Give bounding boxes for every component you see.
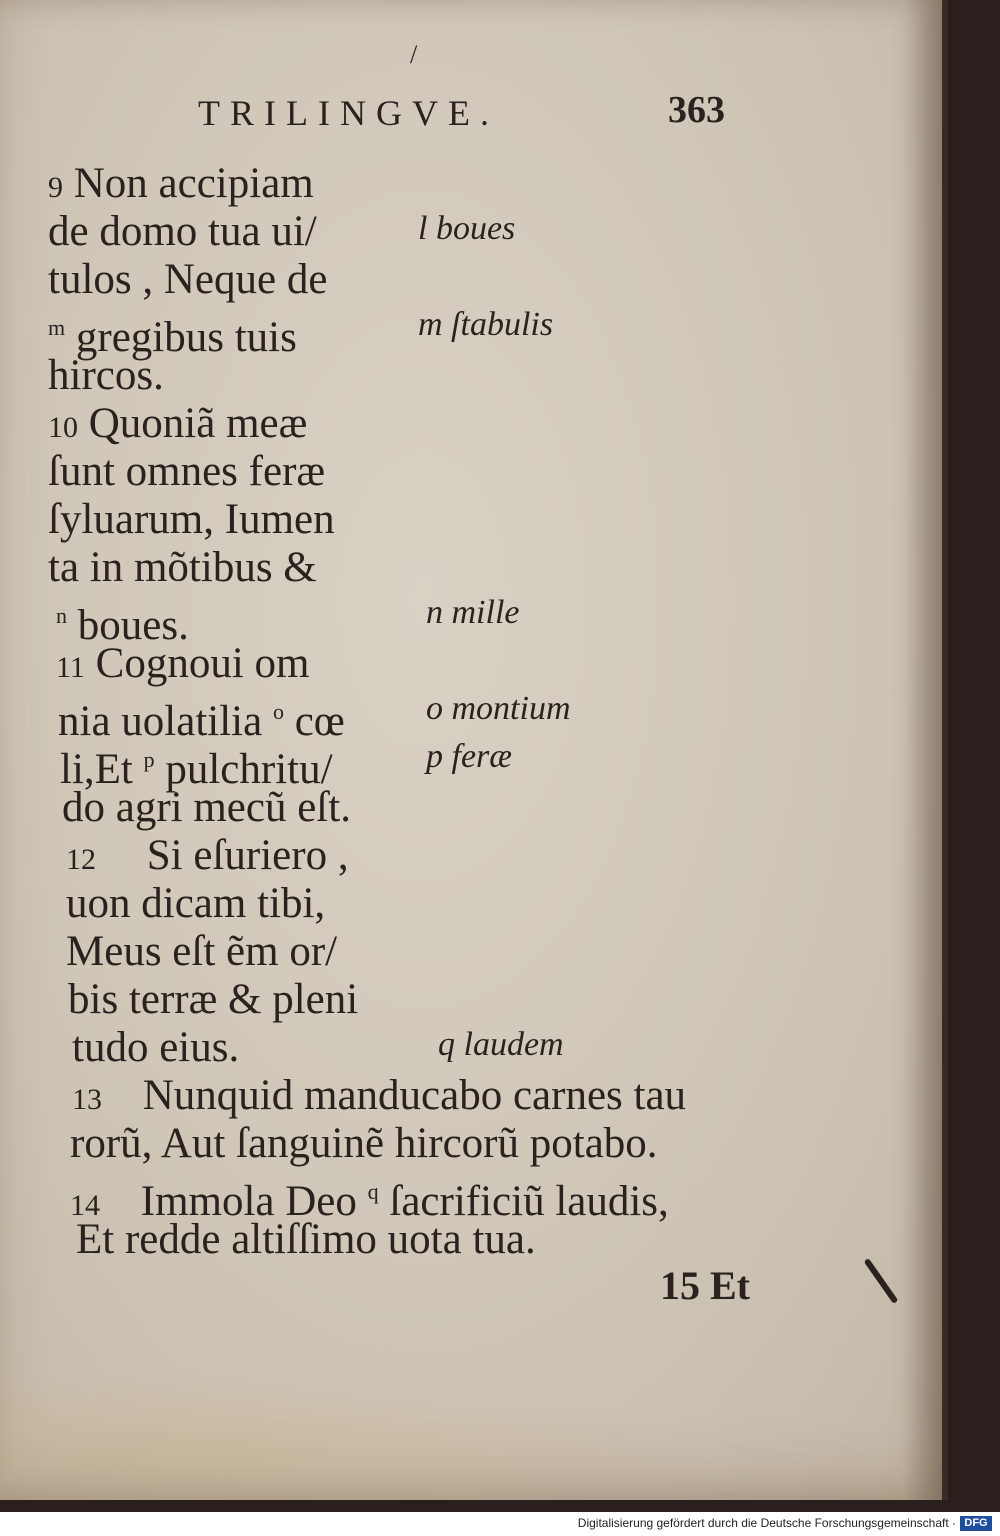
verse-text: li,Et [60, 746, 133, 793]
verse-line [66, 880, 325, 928]
verse-line [48, 160, 314, 212]
verse-text: Cognoui om [95, 640, 310, 687]
verse-text: gregibus tuis [75, 314, 297, 361]
funding-credit: Digitalisierung gefördert durch die Deutsche Forschungsgemeinschaft · [577, 1516, 956, 1530]
verse-line [48, 544, 317, 592]
verse-line [76, 1216, 536, 1264]
note-marker: n [56, 603, 67, 628]
verse-number: 13 [72, 1083, 102, 1116]
verse-line [48, 448, 325, 496]
dfg-logo: DFG [960, 1516, 992, 1531]
verse-number: 12 [66, 843, 96, 876]
verse-line [72, 1024, 239, 1072]
verse-text: tudo eius. [72, 1024, 240, 1071]
verse-text: uon dicam tibi, [66, 880, 326, 927]
verse-text: tulos , Neque de [48, 256, 328, 303]
note-marker: p [143, 747, 155, 772]
verse-text: ſunt omnes feræ [48, 448, 326, 495]
verse-text: Immola Deo [140, 1178, 357, 1225]
verse-line [48, 496, 335, 544]
verse-text: cœ [294, 698, 345, 745]
verse-text: Et redde altiſſimo uota tua. [76, 1216, 536, 1263]
running-head: TRILINGVE. [198, 93, 499, 133]
verse-text: pulchritu/ [165, 746, 333, 793]
verse-text: boues. [77, 602, 189, 649]
verse-line [66, 832, 349, 884]
verse-text: Nunquid manducabo carnes tau [142, 1072, 687, 1119]
margin-note: q laudem [438, 1026, 564, 1063]
tick-mark: / [410, 40, 418, 69]
margin-note: l boues [418, 210, 516, 247]
verse-number: 14 [70, 1189, 100, 1222]
note-marker: o [272, 699, 284, 724]
margin-note: m ſtabulis [418, 306, 554, 343]
verse-text: do agri mecũ eſt. [62, 784, 351, 831]
margin-note: p feræ [426, 738, 512, 775]
verse-text: Quoniã meæ [88, 400, 308, 447]
verse-text: rorũ, Aut ſanguinẽ hircorũ potabo. [70, 1120, 658, 1167]
margin-note: o montium [426, 690, 571, 727]
verse-text: ſyluarum, Iumen [48, 496, 335, 543]
verse-text: ta in mõtibus & [48, 544, 317, 591]
verse-line [48, 352, 164, 400]
verse-line [48, 208, 317, 256]
verse-number: 10 [48, 411, 78, 444]
verse-text: Meus eſt ẽm or/ [66, 928, 338, 975]
verse-text: nia uolatilia [58, 698, 263, 745]
verse-text: bis terræ & pleni [68, 976, 359, 1023]
verse-line [70, 1120, 658, 1168]
verse-line [66, 928, 337, 976]
verse-line [48, 256, 327, 304]
page-number: 363 [668, 89, 725, 131]
verse-line [62, 784, 351, 832]
note-marker: m [48, 315, 66, 340]
verse-line [72, 1072, 686, 1124]
gutter-shadow [902, 0, 942, 1500]
verse-line [68, 976, 358, 1024]
verse-text: de domo tua ui/ [48, 208, 317, 255]
verse-text: hircos. [48, 352, 164, 399]
verse-number: 9 [48, 171, 63, 204]
catchword: 15 Et [660, 1263, 750, 1308]
verse-line [56, 640, 309, 692]
note-marker: q [367, 1179, 379, 1204]
paper-stain [0, 1370, 700, 1500]
ink-stroke [864, 1258, 899, 1304]
verse-text: Si eſuriero , [146, 832, 349, 879]
verse-number: 11 [56, 651, 85, 684]
verse-text: ſacrificiũ laudis, [389, 1178, 669, 1225]
verse-line [48, 400, 307, 452]
margin-note: n mille [426, 594, 520, 631]
verse-text: Non accipiam [73, 160, 314, 207]
